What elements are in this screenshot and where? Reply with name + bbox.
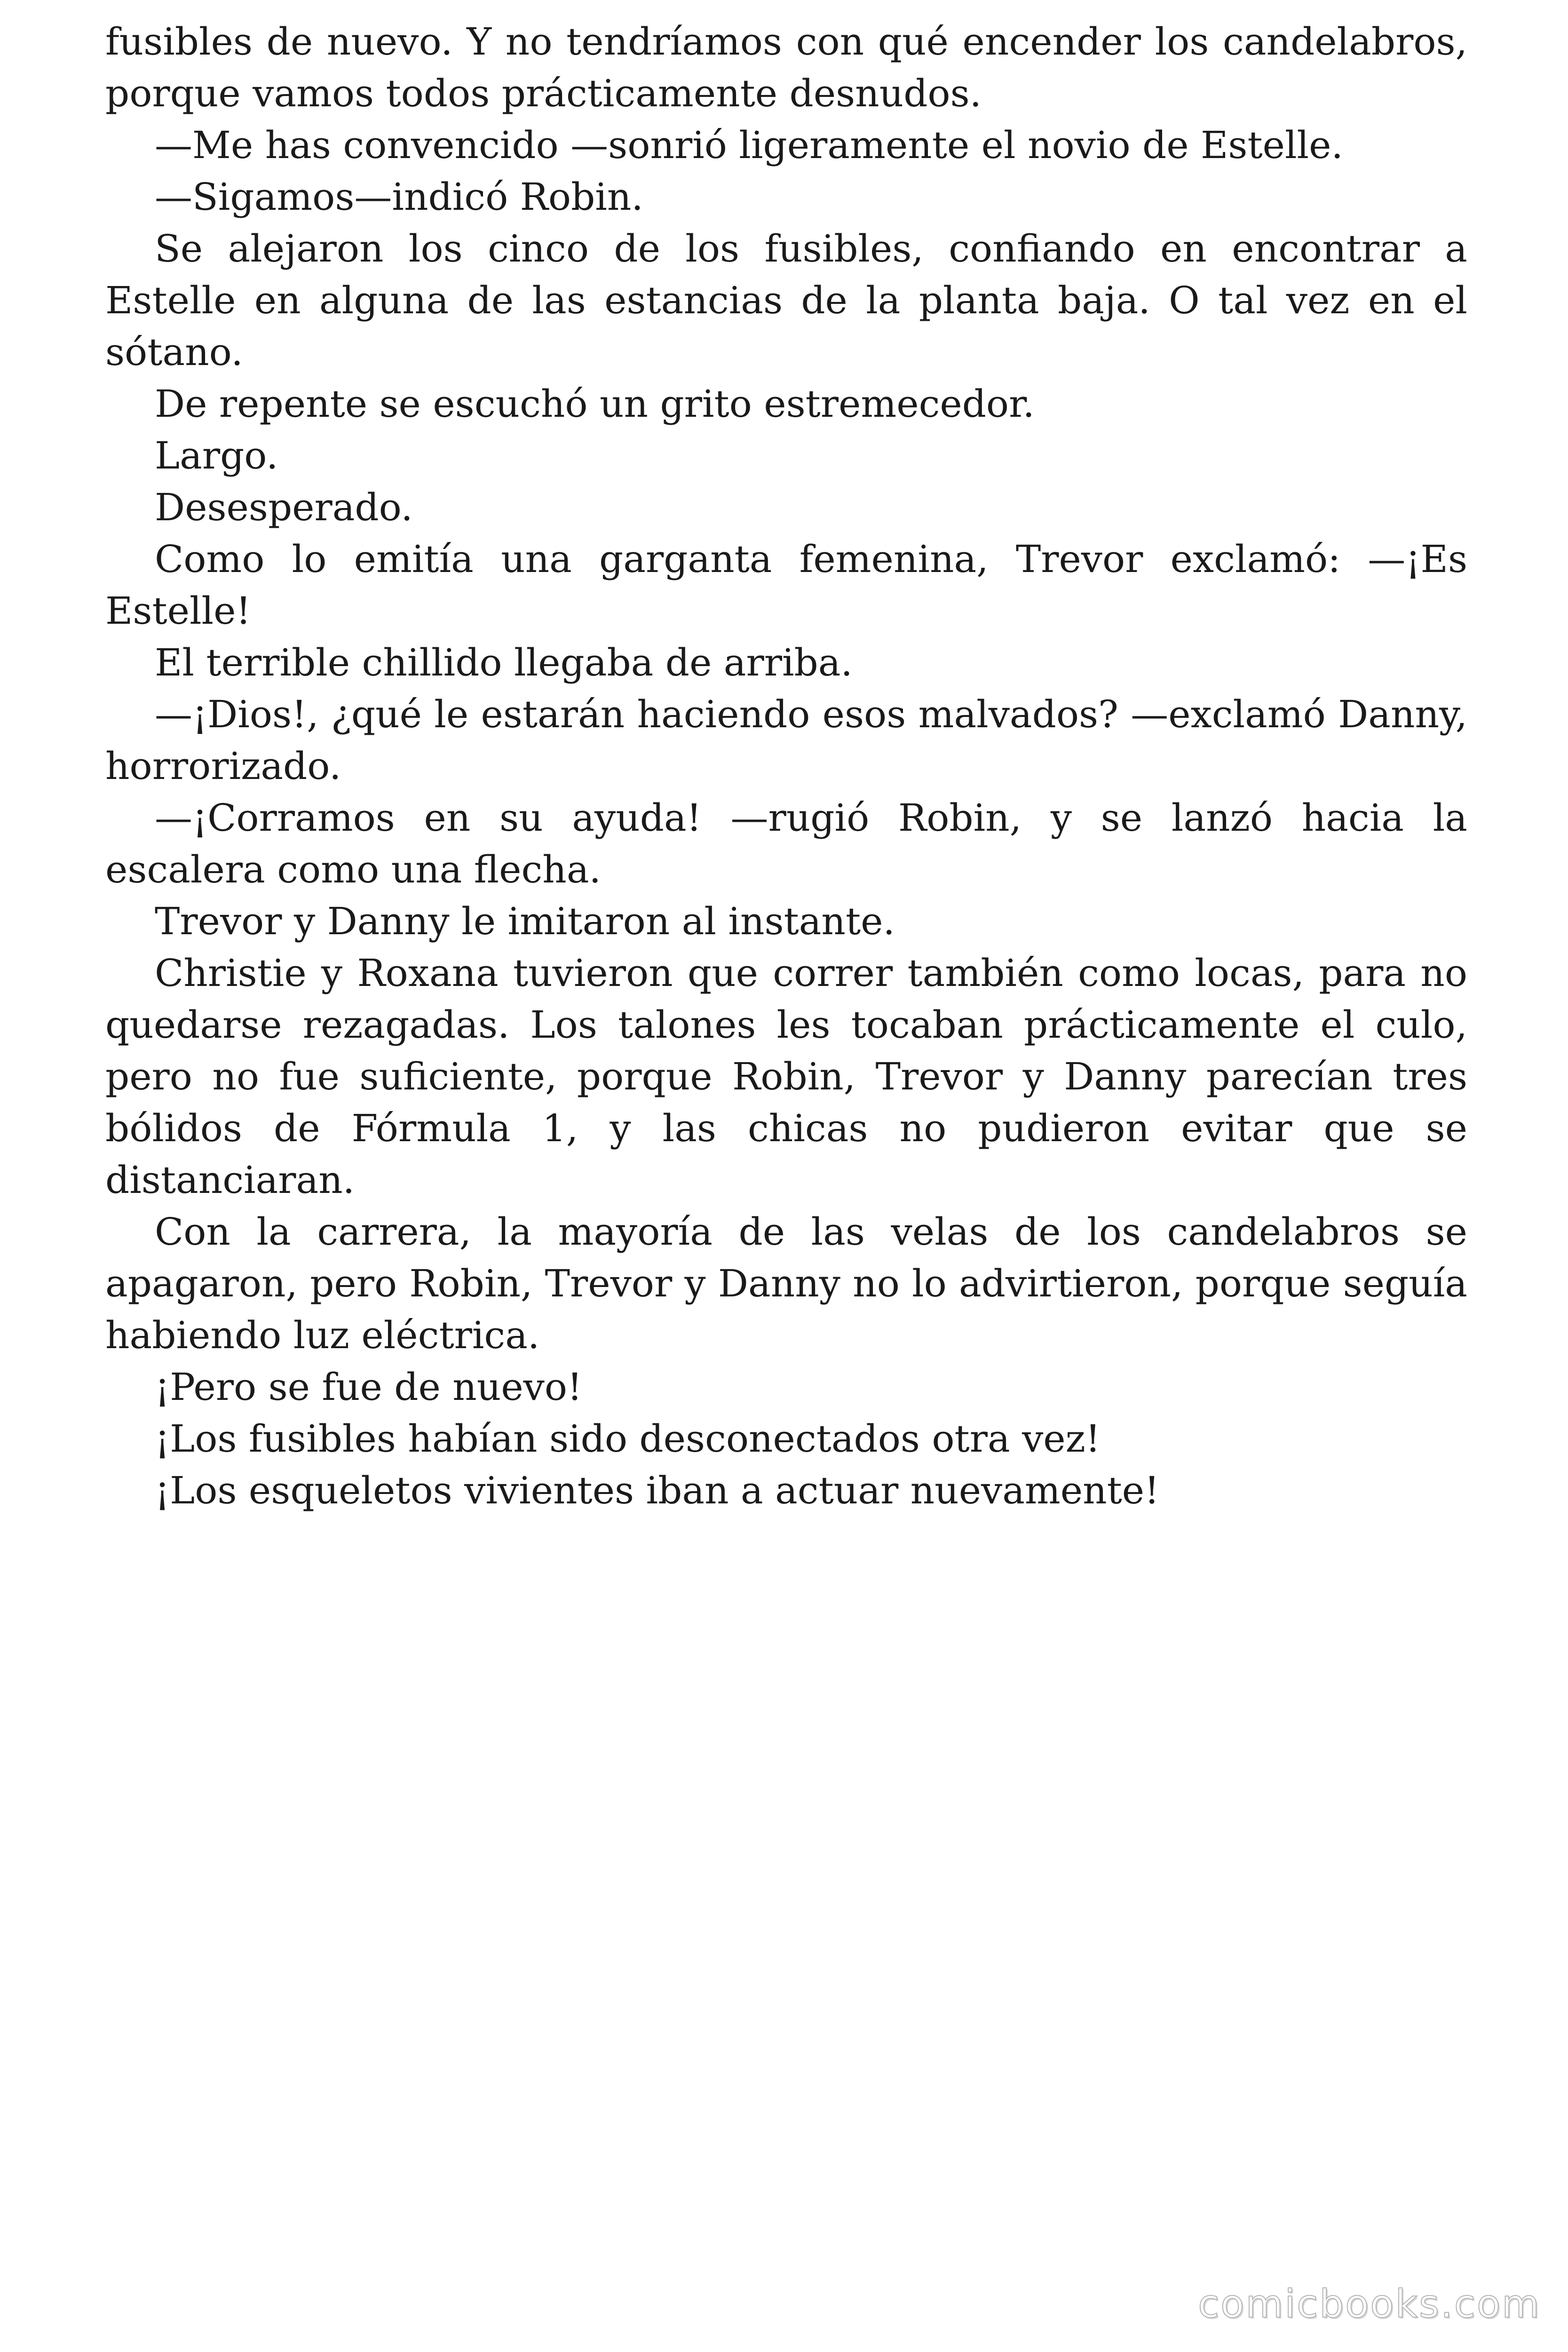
page-body-text [105,16,1467,1517]
paragraph: Desesperado. [155,485,413,529]
paragraph: Se alejaron los cinco de los fusibles, confiando en encontrar a Estelle en alguna de las estancias de la planta baja. O tal vez en el sótano. [105,227,1467,374]
paragraph: Como lo emitía una garganta femenina, Trevor exclamó: —¡Es Estelle! [105,537,1467,633]
paragraph: fusibles de nuevo. Y no tendríamos con qué encender los candelabros, porque vamos todos prácticamente desnudos. [105,20,1467,115]
paragraph: ¡Pero se fue de nuevo! [155,1365,583,1409]
paragraph: Con la carrera, la mayoría de las velas de los candelabros se apagaron, pero Robin, Trevor y Danny no lo advirtieron, porque seguía habiendo luz eléctrica. [105,1210,1467,1357]
paragraph: —Me has convencido —sonrió ligeramente el novio de Estelle. [155,123,1343,167]
paragraph: —¡Dios!, ¿qué le estarán haciendo esos malvados? —exclamó Danny, horrorizado. [105,692,1467,788]
paragraph: ¡Los fusibles habían sido desconectados otra vez! [155,1417,1101,1461]
paragraph: El terrible chillido llegaba de arriba. [155,641,853,684]
watermark: comicbooks.com [1198,2282,1541,2327]
paragraph: Christie y Roxana tuvieron que correr también como locas, para no quedarse rezagadas. Los talones les tocaban prácticamente el culo, pero no fue suficiente, porque Robin, Trevor y Danny parecían tres bólidos de Fórmula 1, y las chicas no pudieron evitar que se distanciaran. [105,951,1467,1202]
paragraph: Trevor y Danny le imitaron al instante. [155,899,895,943]
paragraph: —¡Corramos en su ayuda! —rugió Robin, y se lanzó hacia la escalera como una flecha. [105,796,1467,891]
paragraph: De repente se escuchó un grito estremecedor. [155,382,1035,426]
paragraph: Largo. [155,434,278,477]
paragraph: ¡Los esqueletos vivientes iban a actuar nuevamente! [155,1469,1160,1512]
paragraph: —Sigamos—indicó Robin. [155,175,643,219]
